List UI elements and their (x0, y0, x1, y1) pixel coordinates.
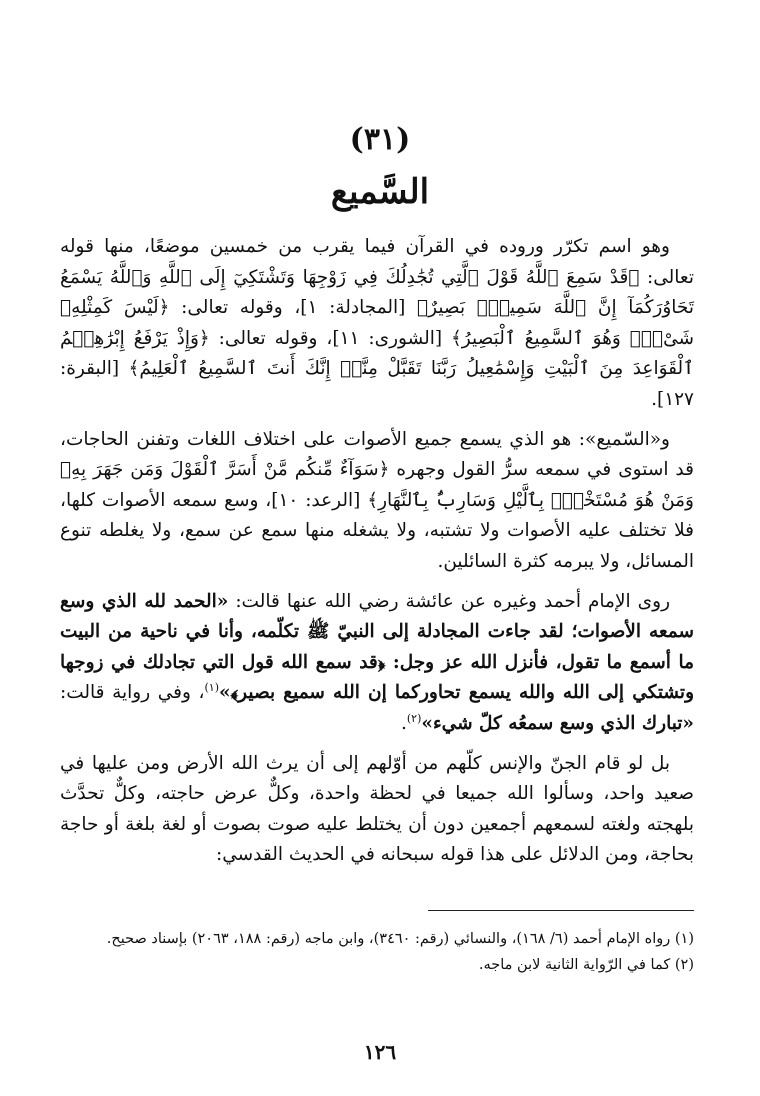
hadith-intro: روى الإمام أحمد وغيره عن عائشة رضي الله عنها قالت: (228, 590, 671, 612)
body-text (60, 232, 694, 880)
footnotes (60, 926, 694, 978)
footnote-ref-1[interactable]: (١) (204, 681, 219, 695)
hadith-quote-2: «تبارك الذي وسع سمعُه كلّ شيء» (421, 712, 694, 734)
chapter-number: (٣١) (349, 122, 411, 157)
hadith-quote: «الحمد لله الذي وسع سمعه الأصوات؛ لقد جاءت المجادلة إلى النبيّ ﷺ تكلّمه، وأنا في ناحية من البيت ما أسمع ما تقول، فأنزل الله عز وجل: ﴿قد سمع الله قول التي تجادلك في زوجها وتشتكي إلى الله والله يسمع تحاوركما إن الله سميع بصير﴾» (60, 590, 695, 704)
hadith-end: . (400, 712, 407, 734)
chapter-title: السَّميع (330, 172, 430, 212)
paragraph-definition: و«السّميع»: هو الذي يسمع جميع الأصوات على اختلاف اللغات وتفنن الحاجات، قد استوى في سمعه سرُّ القول وجهره ﴿سَوَآءٌ مِّنكُم مَّنْ أَسَرَّ ٱلْقَوْلَ وَمَن جَهَرَ بِهِۦ وَمَنْ هُوَ مُسْتَخْفٍۭ بِٱلَّيْلِ وَسَارِبٌۢ بِٱلنَّهَارِ﴾ [الرعد: ١٠]، وسع سمعه الأصوات كلها، فلا تختلف عليه الأصوات ولا تشتبه، ولا يشغله منها سمع عن سمع، ولا يغلطه تنوع المسائل، ولا يبرمه كثرة السائلين. (60, 428, 694, 572)
hadith-mid: ، وفي رواية قالت: (60, 682, 205, 704)
paragraph-intro: وهو اسم تكرّر وروده في القرآن فيما يقرب من خمسين موضعًا، منها قوله تعالى: ﴿قَدْ سَمِعَ ٱللَّهُ قَوْلَ ٱلَّتِي تُجَٰدِلُكَ فِي زَوْجِهَا وَتَشْتَكِيٓ إِلَى ٱللَّهِ وَٱللَّهُ يَسْمَعُ تَحَاوُرَكُمَآ إِنَّ ٱللَّهَ سَمِيعٌۢ بَصِيرٌ﴾ [المجادلة: ١]، وقوله تعالى: ﴿لَيْسَ كَمِثْلِهِۦ شَىْءٌۖ وَهُوَ ٱلسَّمِيعُ ٱلْبَصِيرُ﴾ [الشورى: ١١]، وقوله تعالى: ﴿وَإِذْ يَرْفَعُ إِبْرَٰهِـۧمُ ٱلْقَوَاعِدَ مِنَ ٱلْبَيْتِ وَإِسْمَٰعِيلُ رَبَّنَا تَقَبَّلْ مِنَّآۖ إِنَّكَ أَنتَ ٱلسَّمِيعُ ٱلْعَلِيمُ﴾ [البقرة: ١٢٧]. (60, 236, 694, 410)
footnote-1: (١) رواه الإمام أحمد (٦/ ١٦٨)، والنسائي (رقم: ٣٤٦٠)، وابن ماجه (رقم: ١٨٨، ٢٠٦٣) بإسناد صحيح. (106, 931, 694, 947)
footnote-2: (٢) كما في الرّواية الثانية لابن ماجه. (478, 957, 694, 973)
paragraph-conclusion: بل لو قام الجنّ والإنس كلّهم من أوّلهم إلى أن يرث الله الأرض ومن عليها في صعيد واحد، وسألوا الله جميعا في لحظة واحدة، وكلٌّ عرض حاجته، وكلٌّ تحدَّث بلهجته ولغته لسمعهم أجمعين دون أن يختلط عليه صوت بصوت أو لغة بلغة أو حاجة بحاجة، ومن الدلائل على هذا قوله سبحانه في الحديث القدسي: (60, 752, 694, 866)
footnote-ref-2[interactable]: (٢) (406, 711, 422, 725)
page-number: ١٢٦ (363, 1040, 397, 1064)
footnote-divider (428, 910, 694, 911)
paragraph-hadith (60, 587, 694, 740)
